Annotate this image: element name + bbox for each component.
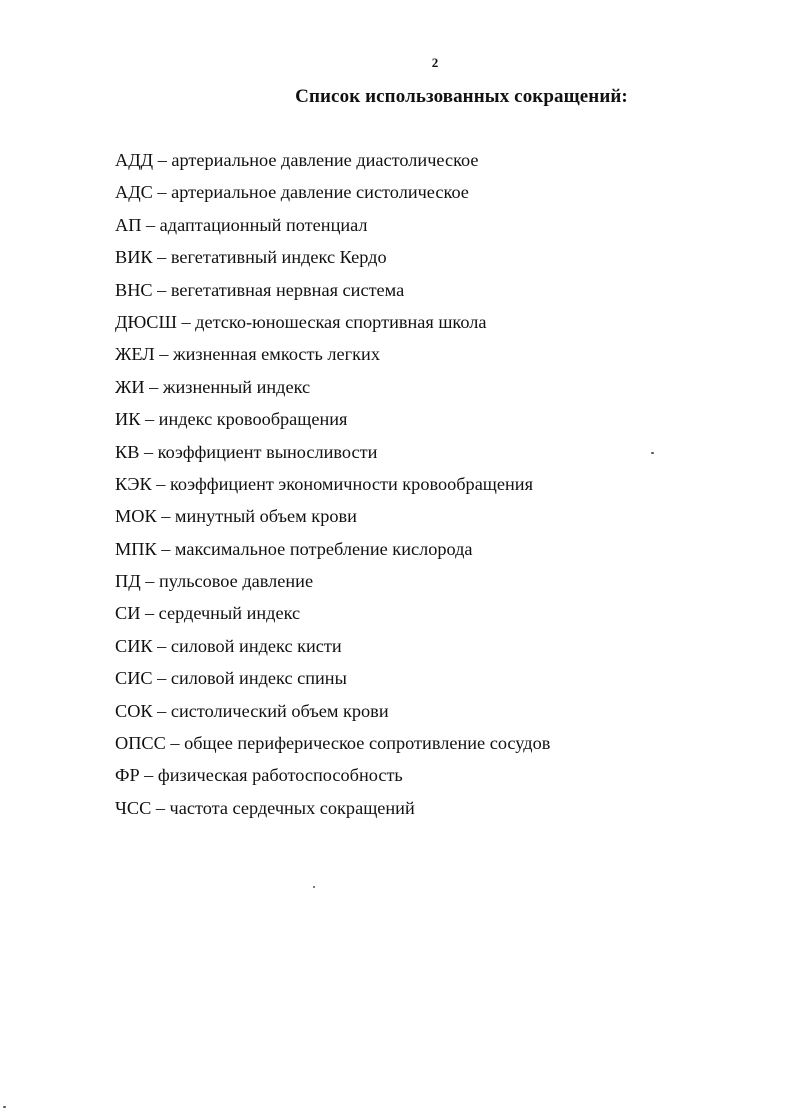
abbreviation-item: СИС – силовой индекс спины [115,668,347,689]
abbreviation-item: ВИК – вегетативный индекс Кердо [115,247,387,268]
abbreviation-item: КВ – коэффициент выносливости [115,441,378,462]
page-title: Список использованных сокращений: [295,86,628,107]
abbreviation-item: ФР – физическая работоспособность [115,765,403,786]
abbreviation-item: ЖЕЛ – жизненная емкость легких [115,344,380,365]
abbreviation-item: ОПСС – общее периферическое сопротивление сосудов [115,733,551,754]
scan-speck [3,1106,6,1108]
abbreviation-item: МПК – максимальное потребление кислорода [115,538,473,559]
abbreviation-item: ВНС – вегетативная нервная система [115,279,405,300]
scan-speck [313,886,315,888]
abbreviation-item: ЧСС – частота сердечных сокращений [115,797,415,818]
scan-speck [651,452,654,454]
abbreviation-item: СОК – систолический объем крови [115,700,389,721]
abbreviation-item: ПД – пульсовое давление [115,571,314,592]
abbreviation-item: КЭК – коэффициент экономичности кровообращения [115,473,533,494]
abbreviation-item: АДС – артериальное давление систолическое [115,182,469,203]
abbreviation-item: АП – адаптационный потенциал [115,214,368,235]
abbreviation-item: АДД – артериальное давление диастолическое [115,150,479,170]
page-number: 2 [431,55,439,70]
abbreviation-item: МОК – минутный объем крови [115,506,357,527]
abbreviation-item: ДЮСШ – детско-юношеская спортивная школа [115,311,487,332]
abbreviation-item: СИ – сердечный индекс [115,603,301,624]
abbreviation-list [115,146,550,826]
abbreviation-item: СИК – силовой индекс кисти [115,635,342,656]
abbreviation-item: ЖИ – жизненный индекс [115,376,311,397]
abbreviation-item: ИК – индекс кровообращения [115,409,348,430]
